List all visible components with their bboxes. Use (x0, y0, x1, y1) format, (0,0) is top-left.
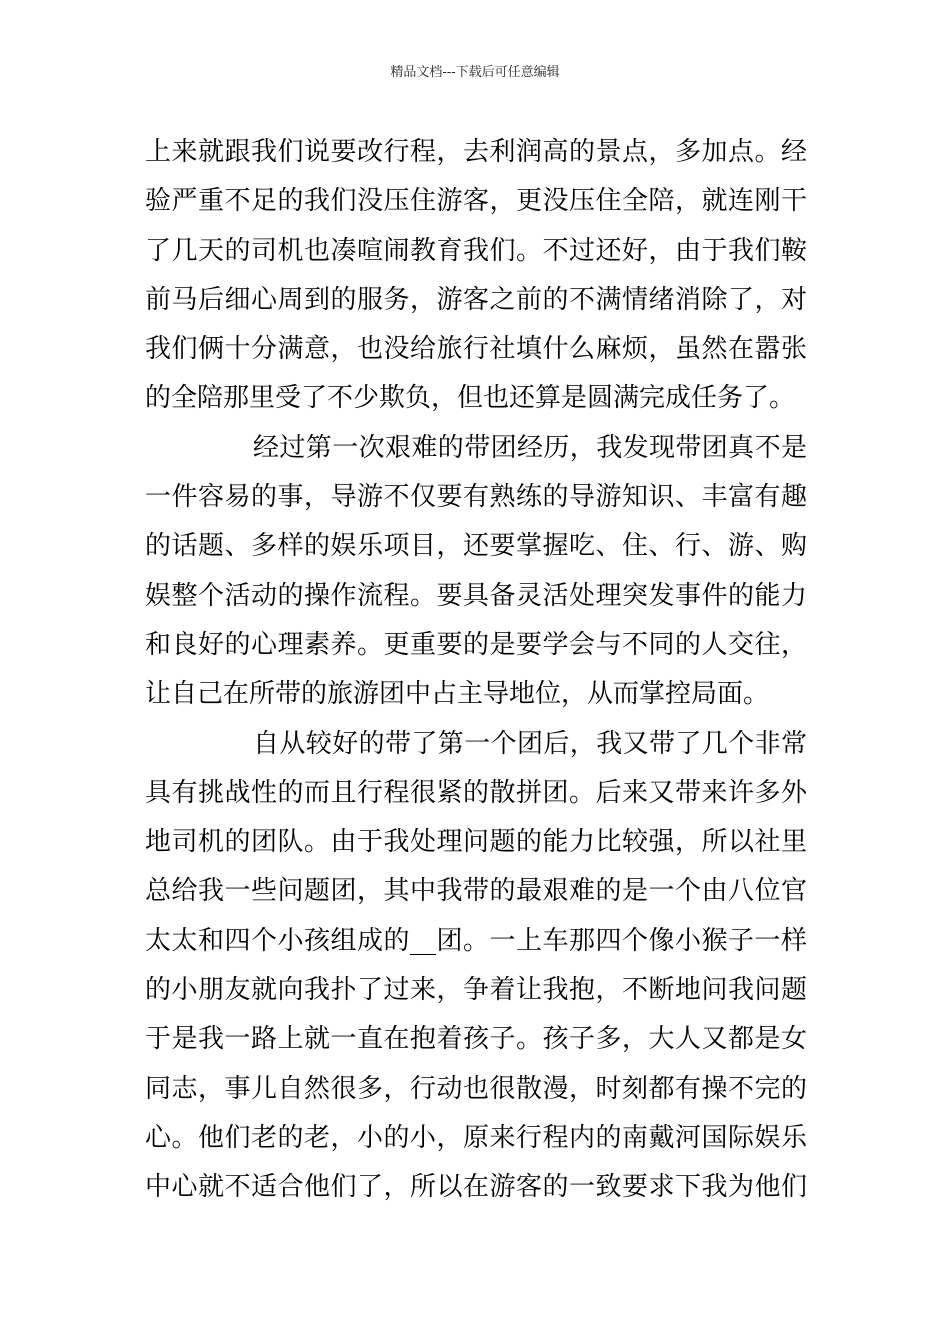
text-line: 和良好的心理素养。更重要的是要学会与不同的人交往， (145, 629, 807, 660)
text-line: 一件容易的事，导游不仅要有熟练的导游知识、丰富有趣 (145, 482, 807, 513)
document-body (145, 128, 807, 1213)
paragraph-3 (145, 720, 807, 1213)
text-line: 了几天的司机也凑喧闹教育我们。不过还好，由于我们鞍 (145, 235, 807, 266)
text-line: 于是我一路上就一直在抱着孩子。孩子多，大人又都是女 (145, 1024, 807, 1055)
text-line: 娱整个活动的操作流程。要具备灵活处理突发事件的能力 (145, 580, 807, 611)
text-line: 的小朋友就向我扑了过来，争着让我抱，不断地问我问题 (145, 975, 807, 1006)
text-line: 太太和四个小孩组成的__团。一上车那四个像小猴子一样 (145, 925, 807, 956)
text-line: 验严重不足的我们没压住游客，更没压住全陪，就连刚干 (145, 186, 807, 217)
text-line: 心。他们老的老，小的小，原来行程内的南戴河国际娱乐 (145, 1122, 807, 1153)
text-line: 上来就跟我们说要改行程，去利润高的景点，多加点。经 (145, 137, 807, 167)
text-line: 经过第一次艰难的带团经历，我发现带团真不是 (253, 432, 807, 463)
text-line: 同志，事儿自然很多，行动也很散漫，时刻都有操不完的 (145, 1073, 807, 1104)
text-line: 总给我一些问题团，其中我带的最艰难的是一个由八位官 (145, 876, 807, 907)
text-line: 的话题、多样的娱乐项目，还要掌握吃、住、行、游、购 (145, 531, 807, 562)
text-line: 让自己在所带的旅游团中占主导地位，从而掌控局面。 (145, 679, 770, 710)
text-line: 自从较好的带了第一个团后，我又带了几个非常 (253, 728, 807, 759)
page-header: 精品文档---下载后可任意编辑 (390, 65, 560, 80)
text-line: 具有挑战性的而且行程很紧的散拼团。后来又带来许多外 (145, 777, 807, 808)
paragraph-1 (145, 128, 807, 424)
text-line: 前马后细心周到的服务，游客之前的不满情绪消除了，对 (145, 284, 807, 315)
paragraph-2 (145, 424, 807, 720)
text-line: 我们俩十分满意，也没给旅行社填什么麻烦，虽然在嚣张 (145, 334, 807, 365)
text-line: 中心就不适合他们了，所以在游客的一致要求下我为他们 (145, 1172, 807, 1203)
text-line: 地司机的团队。由于我处理问题的能力比较强，所以社里 (145, 827, 807, 858)
text-line: 的全陪那里受了不少欺负，但也还算是圆满完成任务了。 (145, 383, 796, 414)
